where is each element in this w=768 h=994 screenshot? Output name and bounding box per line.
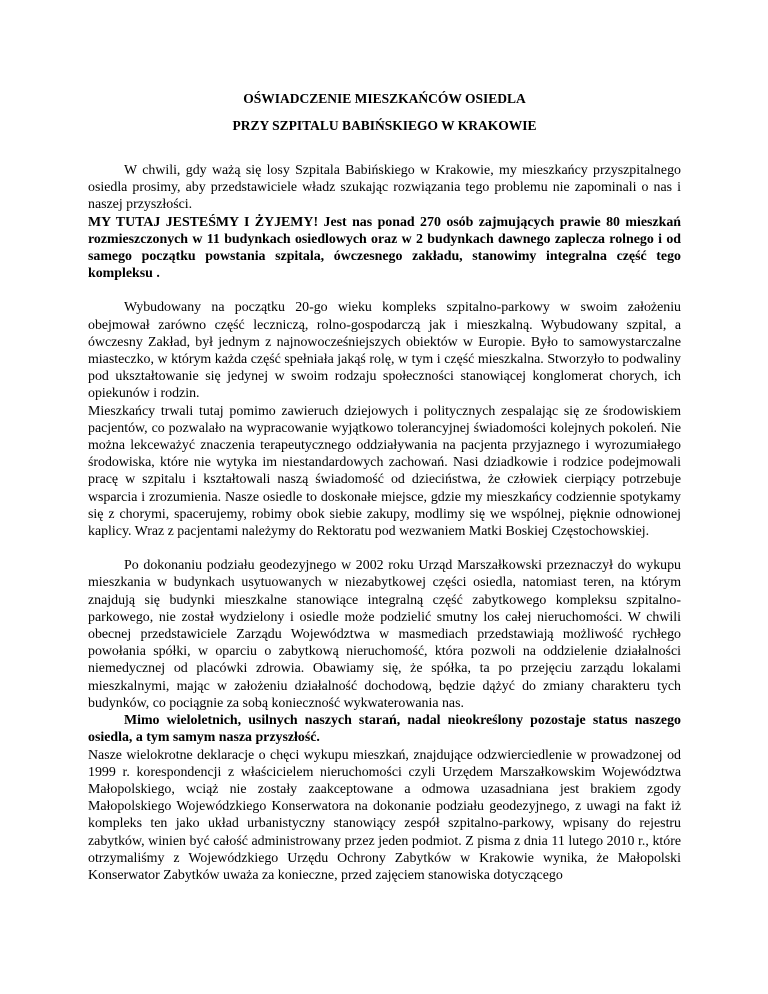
paragraph-division: Po dokonaniu podziału geodezyjnego w 2002 roku Urząd Marszałkowski przeznaczył do wykupu mieszkania w budynkach usytuowanych w niezabytkowej części osiedla, natomiast teren, na którym znajdują się budynki mieszkalne stanowiące integralną część zabytkowego kompleksu szpitalno-parkowego, nie został wydzielony i osiedle może podzielić smutny los całej nieruchomości. W chwili obecnej przedstawiciele Zarządu Województwa w masmediach przedstawiają możliwość rychłego powołania spółki, w oparciu o zabytkową nieruchomość, która pozwoli na oddzielenie działalności niemedycznej od placówki zdrowia. Obawiamy się, że spółka, ta po przejęciu zarządu lokalami mieszkalnymi, mając w założeniu działalność dochodową, będzie dążyć do zmiany charakteru tych budynków, co pociągnie za sobą konieczność wykwaterowania nas. [88, 558, 681, 711]
document-title-line-1: OŚWIADCZENIE MIESZKAŃCÓW OSIEDLA [243, 91, 526, 106]
paragraph-purchase: Nasze wielokrotne deklaracje o chęci wykupu mieszkań, znajdujące odzwierciedlenie w prowadzonej od 1999 r. korespondencji z właścicielem nieruchomości czyli Urzędem Marszałkowskim Województwa Małopolskiego, wciąż nie zostały zaakceptowane a odmowa uzasadniana jest brakiem zgody Małopolskiego Wojewódzkiego Konserwatora na dokonanie podziału geodezyjnego, z uwagi na fakt iż kompleks ten jako układ urbanistyczny stanowiący zespół szpitalno-parkowy, wpisany do rejestru zabytków, winien być całość administrowany przez jeden podmiot. Z pisma z dnia 11 lutego 2010 r., które otrzymaliśmy z Wojewódzkiego Urzędu Ochrony Zabytków w Krakowie wynika, że Małopolski Konserwator Zabytków uważa za konieczne, przed zajęciem stanowiska dotyczącego [88, 747, 681, 883]
document-title-line-2: PRZY SZPITALU BABIŃSKIEGO W KRAKOWIE [232, 118, 537, 133]
paragraph-declaration-bold: MY TUTAJ JESTEŚMY I ŻYJEMY! Jest nas ponad 270 osób zajmujących prawie 80 mieszkań rozmieszczonych w 11 budynkach osiedlowych oraz w 2 budynkach dawnego zaplecza rolnego i od samego początku powstania szpitala, ówczesnego zakładu, stanowimy integralna część tego kompleksu . [88, 214, 681, 282]
paragraph-community: Mieszkańcy trwali tutaj pomimo zawieruch dziejowych i politycznych zespalając się ze środowiskiem pacjentów, co pozwalało na wypracowanie wyjątkowo tolerancyjnej świadomości kolejnych pokoleń. Nie można lekceważyć znaczenia terapeutycznego oddziaływania na pacjenta przyjaznego i wyrozumiałego środowiska, które nie wytyka im niestandardowych zachowań. Nasi dziadkowie i rodzice podejmowali pracę w szpitalu i kształtowali naszą świadomość od dzieciństwa, że człowiek cierpiący potrzebuje wsparcia i zrozumienia. Nasze osiedle to doskonałe miejsce, gdzie my mieszkańcy codziennie spotykamy się z chorymi, spacerujemy, robimy obok siebie zakupy, modlimy się we wspólnej, pięknie odnowionej kaplicy. Wraz z pacjentami należymy do Rektoratu pod wezwaniem Matki Boskiej Częstochowskiej. [88, 403, 681, 540]
document-page [88, 90, 681, 884]
paragraph-intro: W chwili, gdy ważą się losy Szpitala Babińskiego w Krakowie, my mieszkańcy przyszpitalnego osiedla prosimy, aby przedstawiciele władz szukając rozwiązania tego problemu nie zapominali o nas i naszej przyszłości. [88, 163, 681, 213]
paragraph-history: Wybudowany na początku 20-go wieku kompleks szpitalno-parkowy w swoim założeniu obejmował zarówno część leczniczą, rolno-gospodarczą jak i mieszkalną. Wybudowany szpital, a ówczesny Zakład, był jednym z najnowocześniejszych obiektów w Europie. Było to samowystarczalne miasteczko, w którym każda część spełniała jakąś rolę, w tym i część mieszkalna. Stworzyło to podwaliny pod ukształtowanie się jedynej w swoim rodzaju społeczności stanowiącej konglomerat chorych, ich opiekunów i rodzin. [88, 300, 681, 402]
paragraph-status-bold: Mimo wieloletnich, usilnych naszych starań, nadal nieokreślony pozostaje status naszego osiedla, a tym samym nasza przyszłość. [88, 713, 681, 746]
